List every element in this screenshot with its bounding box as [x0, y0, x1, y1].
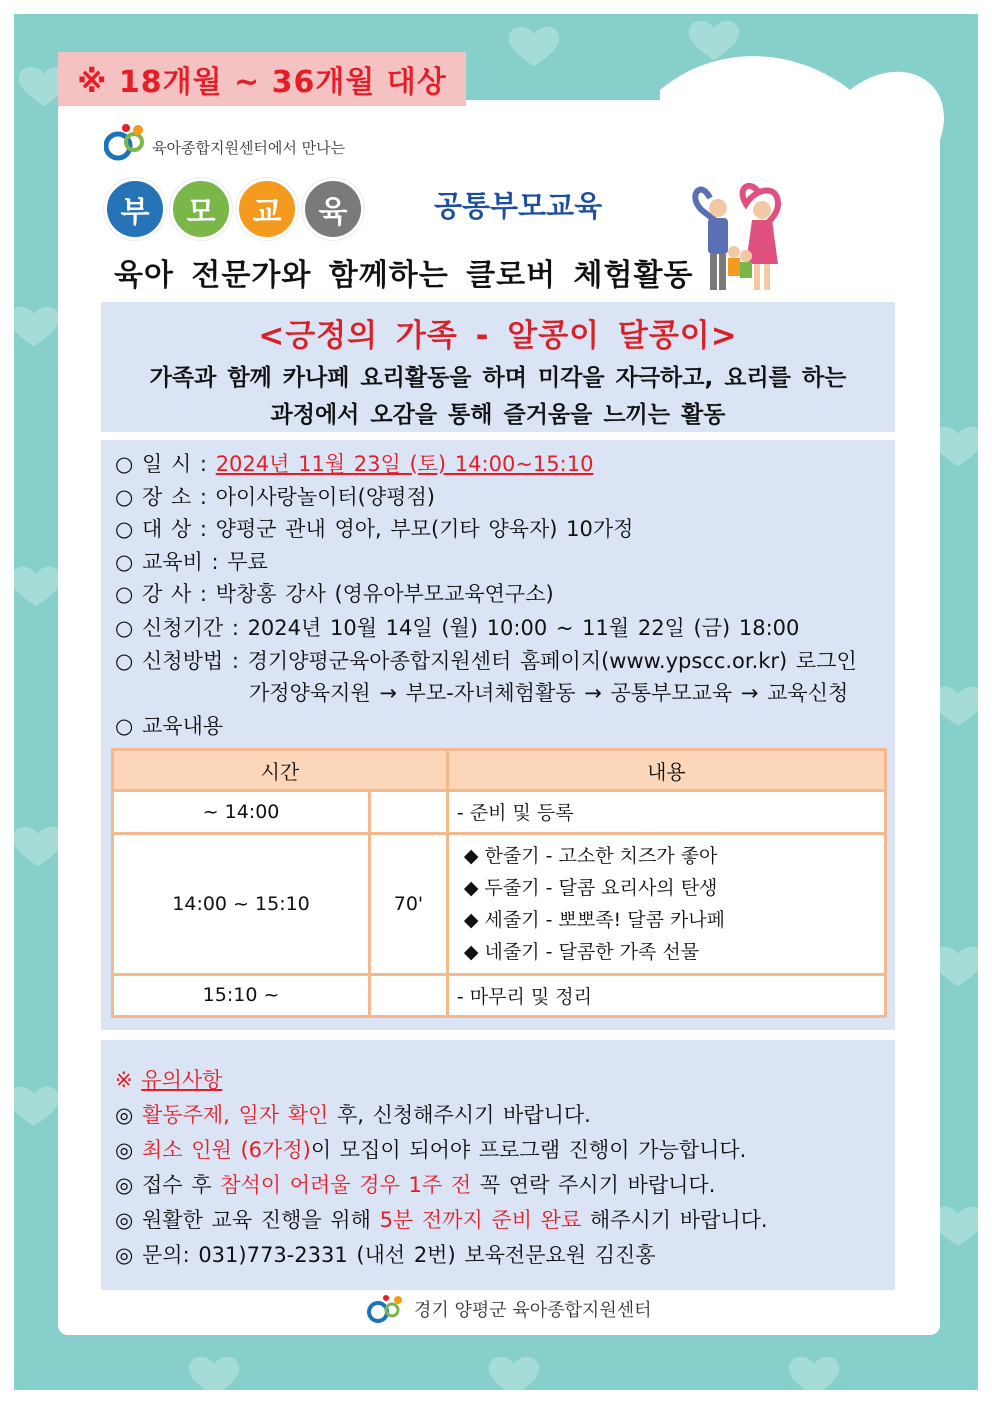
notice-post: 해주시기 바랍니다. [581, 1208, 768, 1232]
row-time: ~ 14:00 [113, 791, 370, 833]
notice-post: 꼭 연락 주시기 바랍니다. [471, 1173, 716, 1197]
footer [366, 1292, 652, 1326]
info-target: ○ 대 상 : 양평군 관내 영아, 부모(기타 양육자) 10가정 [115, 517, 634, 541]
brand-circle: 육 [302, 178, 364, 240]
notice-line [115, 1169, 715, 1199]
table-header-time: 시간 [113, 750, 448, 791]
notice-pre: ◎ [115, 1103, 142, 1127]
row-content [447, 833, 885, 974]
notice-post: 후, 신청해주시기 바랍니다. [328, 1103, 591, 1127]
row-duration [370, 974, 448, 1016]
notice-title-text: 유의사항 [141, 1068, 223, 1092]
table-header-row [113, 750, 886, 791]
table-row [113, 833, 886, 974]
row-duration [370, 791, 448, 833]
program-desc-line: 가족과 함께 카나페 요리활동을 하며 미각을 자극하고, 요리를 하는 [149, 365, 847, 391]
headline: 육아 전문가와 함께하는 클로버 체험활동 [114, 258, 694, 293]
brand-circles [104, 178, 368, 240]
notice-title-mark: ※ [115, 1068, 142, 1092]
table-row [113, 974, 886, 1016]
notice-post: 이 모집이 되어야 프로그램 진행이 가능합니다. [310, 1138, 747, 1162]
center-logo-icon [366, 1292, 410, 1326]
info-period: ○ 신청기간 : 2024년 10월 14일 (월) 10:00 ~ 11월 22일 (금) 18:00 [115, 616, 800, 640]
notice-box [101, 1040, 895, 1290]
notice-highlight: 최소 인원 (6가정) [142, 1138, 311, 1162]
info-method-path: 가정양육지원 → 부모-자녀체험활동 → 공통부모교육 → 교육신청 [249, 681, 849, 705]
notice-pre: ◎ 접수 후 [115, 1173, 221, 1197]
family-illustration [690, 178, 800, 298]
info-box [101, 440, 895, 1030]
notice-highlight: 활동주제, 일자 확인 [142, 1103, 329, 1127]
target-age-badge: ※ 18개월 ~ 36개월 대상 [58, 52, 466, 106]
info-fee: ○ 교육비 : 무료 [115, 550, 268, 574]
row-duration: 70' [370, 833, 448, 974]
info-lecturer: ○ 강 사 : 박창홍 강사 (영유아부모교육연구소) [115, 582, 554, 606]
activity-item: ◆ 두줄기 - 달콤 요리사의 탄생 [463, 876, 718, 899]
activity-item: ◆ 네줄기 - 달콤한 가족 선물 [463, 940, 700, 963]
row-content: - 준비 및 등록 [447, 791, 885, 833]
activity-item: ◆ 세줄기 - 뽀뽀족! 달콤 카나페 [463, 908, 726, 931]
notice-contact: ◎ 문의: 031)773-2331 (내선 2번) 보육전문요원 김진홍 [115, 1243, 656, 1267]
footer-org-name: 경기 양평군 육아종합지원센터 [414, 1300, 652, 1321]
info-date-label: ○ 일 시 : [115, 452, 216, 476]
activity-item: ◆ 한줄기 - 고소한 치즈가 좋아 [463, 844, 718, 867]
info-place: ○ 장 소 : 아이사랑놀이터(양평점) [115, 485, 435, 509]
row-time: 14:00 ~ 15:10 [113, 833, 370, 974]
program-description [101, 360, 895, 434]
brand-circle: 교 [236, 178, 298, 240]
notice-line [115, 1134, 746, 1164]
program-desc-line: 과정에서 오감을 통해 즐거움을 느끼는 활동 [270, 402, 726, 428]
center-logo-icon [104, 120, 148, 164]
center-logo [104, 120, 345, 164]
notice-line [115, 1204, 768, 1234]
notice-line [115, 1099, 591, 1129]
notice-highlight: 참석이 어려울 경우 1주 전 [220, 1173, 472, 1197]
program-category-title: 공통부모교육 [434, 189, 603, 223]
notice-pre: ◎ [115, 1138, 142, 1162]
table-header-content: 내용 [447, 750, 885, 791]
program-title: <긍정의 가족 - 알콩이 달콩이> [258, 318, 738, 354]
info-date [115, 448, 593, 478]
info-method: ○ 신청방법 : 경기양평군육아종합지원센터 홈페이지(www.ypscc.or.kr) 로그인 [115, 649, 857, 673]
notice-highlight: 5분 전까지 준비 완료 [379, 1208, 582, 1232]
schedule-table [111, 748, 887, 1018]
info-content-label: ○ 교육내용 [115, 714, 224, 738]
brand-circle: 부 [104, 178, 166, 240]
notice-title [115, 1064, 222, 1094]
row-time: 15:10 ~ [113, 974, 370, 1016]
info-date-value: 2024년 11월 23일 (토) 14:00~15:10 [215, 452, 594, 476]
row-content: - 마무리 및 정리 [447, 974, 885, 1016]
program-box [101, 302, 895, 432]
brand-circle: 모 [170, 178, 232, 240]
logo-subtitle: 육아종합지원센터에서 만나는 [152, 138, 346, 157]
table-row [113, 791, 886, 833]
notice-pre: ◎ 원활한 교육 진행을 위해 [115, 1208, 380, 1232]
